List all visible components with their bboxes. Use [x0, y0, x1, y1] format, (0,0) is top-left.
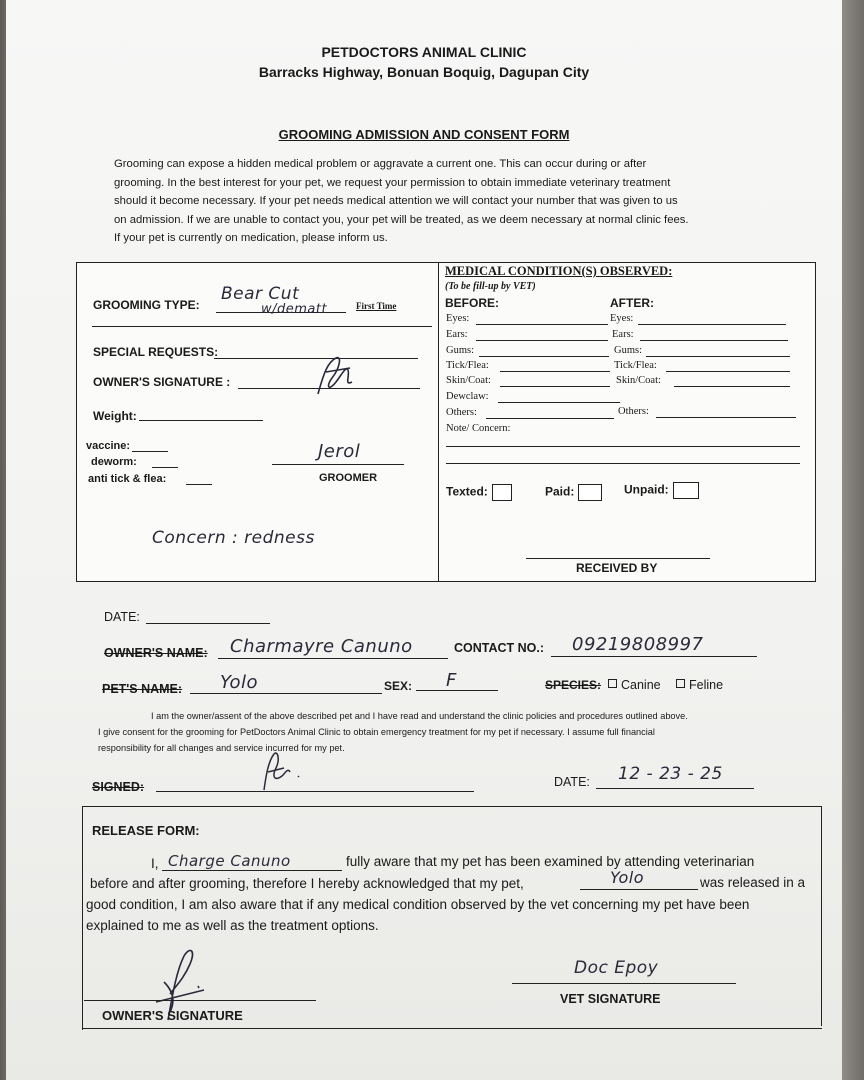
release-text-4: explained to me as well as the treatment options. [86, 918, 379, 933]
owner-signature-scribble [306, 352, 366, 402]
contact-no-label: CONTACT NO.: [454, 641, 545, 655]
note-concern-label: Note/ Concern: [446, 423, 511, 434]
intro-paragraph [114, 155, 689, 248]
concern-note[interactable]: Concern : redness [152, 528, 315, 548]
intro-line: grooming. In the best interest for your pet, we request your permission to obtain immediate veterinary treatment [114, 176, 671, 189]
owner-signature-label: OWNER'S SIGNATURE [102, 1008, 243, 1023]
release-text-2a: before and after grooming, therefore I hereby acknowledged that my pet, [90, 876, 524, 891]
release-owner-name[interactable]: Charge Canuno [168, 852, 291, 870]
anti-tick-label: anti tick & flea: [88, 473, 167, 485]
species-label: SPECIES: [545, 678, 602, 692]
clinic-name: PETDOCTORS ANIMAL CLINIC [321, 44, 527, 60]
vaccine-label: vaccine: [86, 440, 131, 452]
first-time-label: First Time [356, 301, 397, 311]
contact-no-value[interactable]: 09219808997 [572, 634, 704, 655]
after-label: AFTER: [610, 296, 654, 310]
clinic-address: Barracks Highway, Bonuan Boquig, Dagupan City [258, 64, 590, 80]
received-by-label: RECEIVED BY [576, 561, 658, 575]
release-text-2b: was released in a [700, 875, 806, 890]
species-canine-label: Canine [621, 678, 661, 692]
medical-subtitle: (To be fill-up by VET) [445, 281, 536, 292]
sex-value[interactable]: F [446, 670, 457, 691]
consent-form-page [6, 0, 842, 1080]
release-text-1: fully aware that my pet has been examined by attending veterinarian [346, 854, 755, 869]
release-i-label: I, [151, 856, 159, 871]
owner-signature-label: OWNER'S SIGNATURE : [93, 375, 231, 389]
consent-line-3: responsibility for all changes and service incurred for my pet. [98, 743, 345, 753]
before-ears: Ears: [446, 329, 468, 340]
vet-name[interactable]: Doc Epoy [574, 958, 659, 978]
unpaid-checkbox[interactable] [624, 482, 699, 499]
weight-label: Weight: [93, 409, 137, 423]
vet-signature-label: VET SIGNATURE [560, 992, 661, 1006]
before-dewclaw: Dewclaw: [446, 391, 489, 402]
consent-line-2: I give consent for the grooming for PetDoctors Animal Clinic to obtain emergency treatment for my pet if necessary. I assume full financial [98, 727, 655, 737]
date-label: DATE: [104, 610, 140, 624]
intro-line: If your pet is currently on medication, please inform us. [114, 232, 388, 245]
release-text-3: good condition, I am also aware that if any medical condition observed by the vet concerning my pet have been [86, 897, 750, 912]
after-ears: Ears: [612, 329, 634, 340]
deworm-label: deworm: [91, 456, 137, 468]
groomer-name[interactable]: Jerol [318, 441, 361, 462]
form-title: GROOMING ADMISSION AND CONSENT FORM [278, 127, 570, 142]
groomer-label: GROOMER [319, 472, 378, 484]
species-feline-label: Feline [689, 678, 724, 692]
box-divider [438, 262, 439, 582]
after-others: Others: [618, 406, 649, 417]
before-skin-coat: Skin/Coat: [446, 375, 491, 386]
before-label: BEFORE: [445, 296, 499, 310]
grooming-type-label: GROOMING TYPE: [93, 298, 200, 312]
intro-line: should it become necessary. If your pet needs medical attention we will contact your number that was given to us [114, 195, 678, 208]
signed-label: SIGNED: [92, 780, 145, 794]
before-others: Others: [446, 407, 477, 418]
intro-line: Grooming can expose a hidden medical problem or aggravate a current one. This can occur during or after [114, 158, 647, 170]
grooming-type-value-2[interactable]: w/dematt [261, 302, 328, 317]
feline-checkbox[interactable] [676, 679, 685, 688]
intro-line: on admission. If we are unable to contact you, your pet will be treated, as we deem necessary at normal clinic fees. [114, 213, 689, 226]
sex-label: SEX: [384, 679, 413, 693]
before-gums: Gums: [446, 345, 475, 356]
medical-title: MEDICAL CONDITION(S) OBSERVED: [445, 264, 673, 278]
release-pet-name[interactable]: Yolo [610, 868, 645, 887]
texted-checkbox[interactable] [446, 484, 512, 501]
consent-date-label: DATE: [554, 775, 590, 789]
special-requests-label: SPECIAL REQUESTS: [93, 345, 219, 359]
after-eyes: Eyes: [610, 313, 634, 324]
species-feline-option[interactable] [676, 678, 723, 692]
species-canine-option[interactable] [608, 678, 661, 692]
unpaid-label: Unpaid: [624, 482, 669, 497]
paid-checkbox[interactable] [545, 484, 602, 501]
signed-signature-scribble [250, 746, 310, 794]
texted-label: Texted: [446, 484, 488, 499]
paid-label: Paid: [545, 484, 575, 499]
before-tick-flea: Tick/Flea: [446, 360, 489, 371]
pets-name-value[interactable]: Yolo [220, 672, 259, 693]
grooming-type-value[interactable]: Bear Cut [221, 284, 300, 304]
pets-name-label: PET'S NAME: [102, 682, 183, 696]
canine-checkbox[interactable] [608, 679, 617, 688]
after-tick-flea: Tick/Flea: [614, 360, 657, 371]
consent-date-value[interactable]: 12 - 23 - 25 [618, 764, 723, 784]
after-gums: Gums: [614, 345, 643, 356]
after-skin-coat: Skin/Coat: [616, 375, 661, 386]
owners-name-label: OWNER'S NAME: [104, 646, 208, 660]
owners-name-value[interactable]: Charmayre Canuno [230, 636, 413, 657]
consent-line-1: I am the owner/assent of the above described pet and I have read and understand the clinic policies and procedures outlined above. [151, 711, 688, 721]
before-eyes: Eyes: [446, 313, 470, 324]
release-form-title: RELEASE FORM: [92, 823, 200, 838]
